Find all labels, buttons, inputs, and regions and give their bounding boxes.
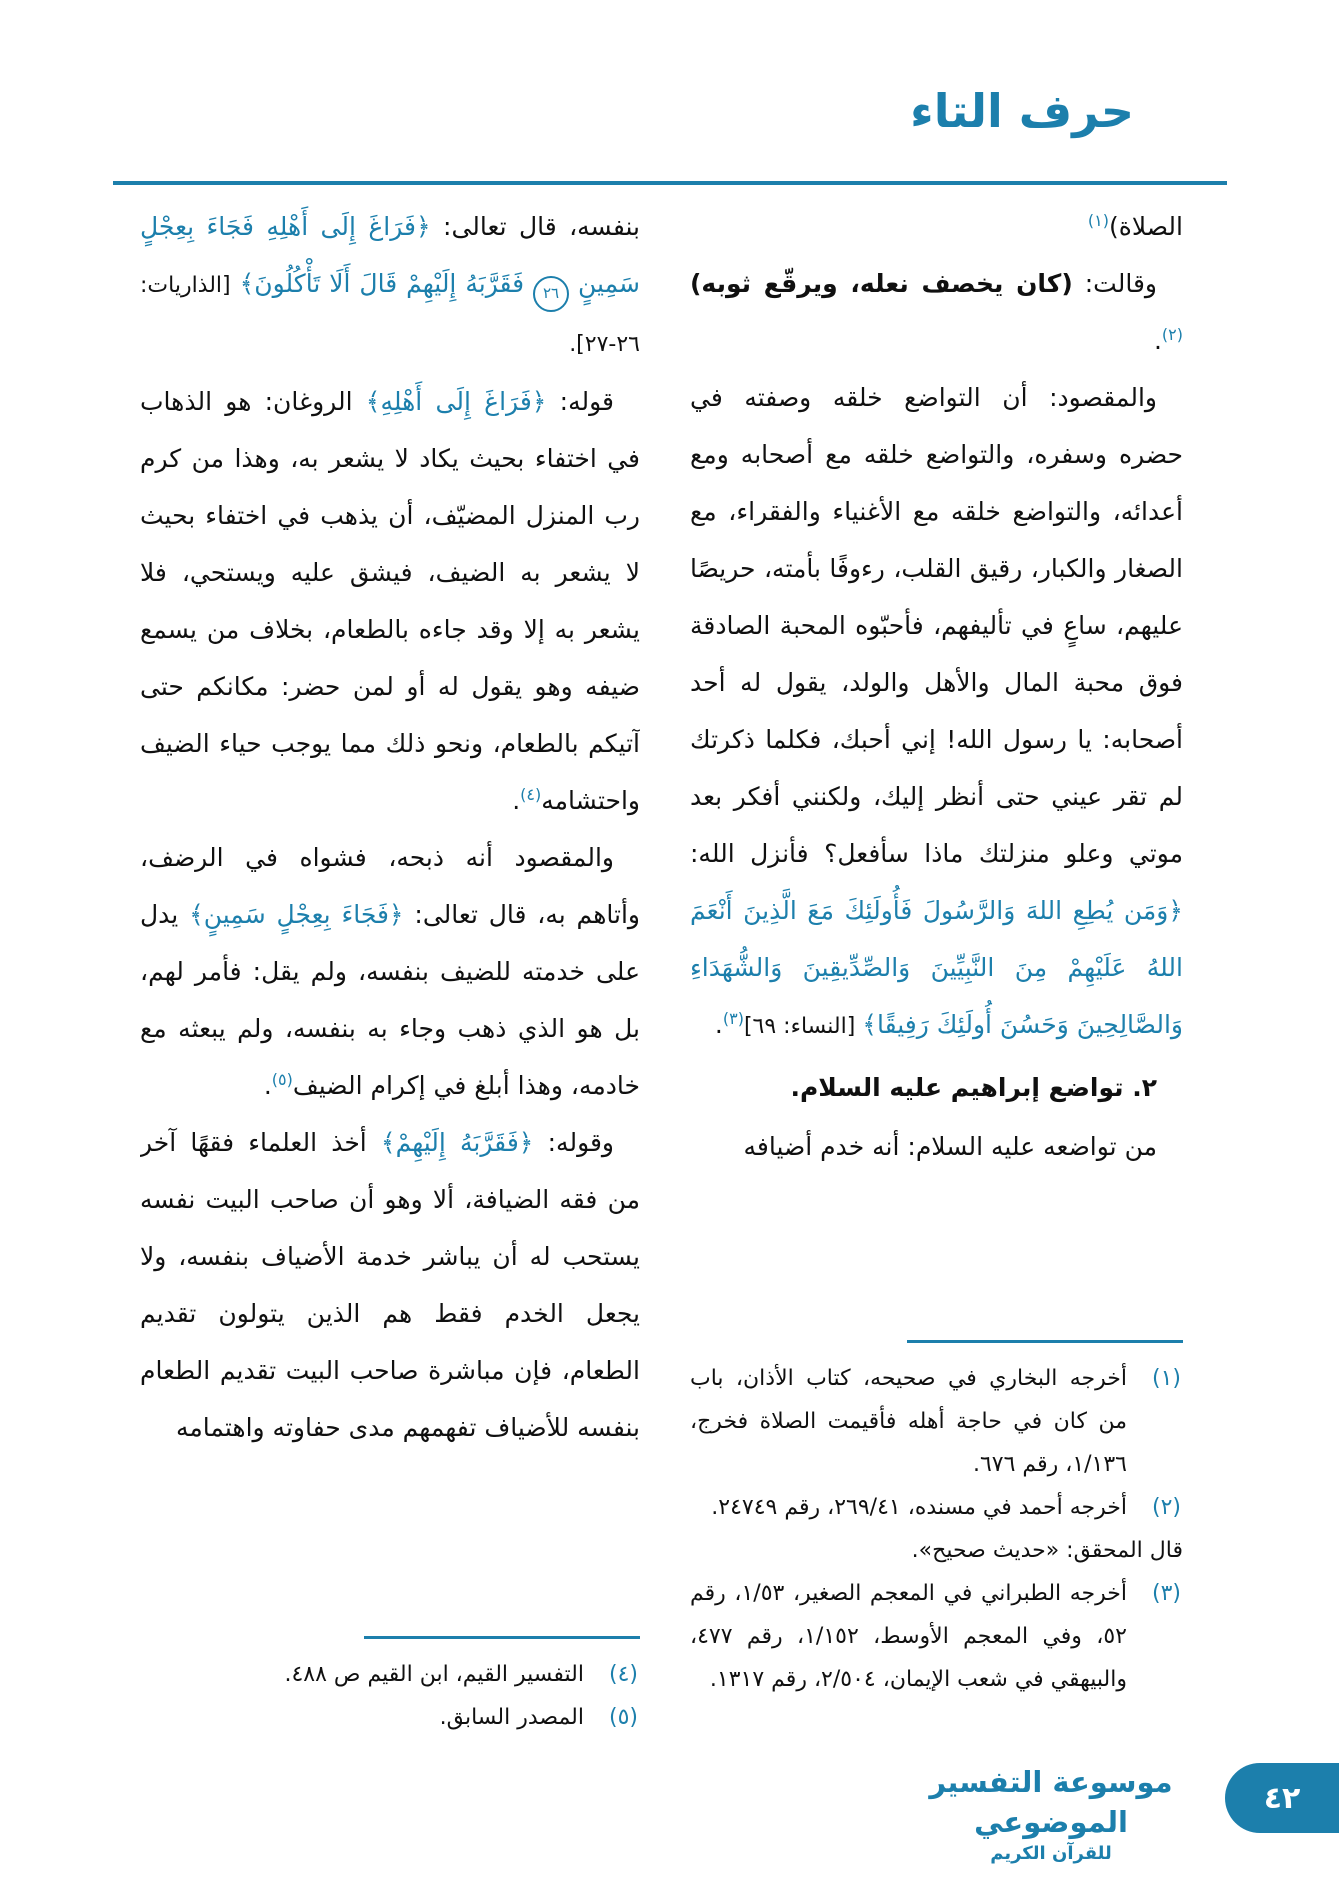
footnote-marker-1: (١) <box>1151 1366 1181 1391</box>
page-number-badge <box>1225 1763 1339 1833</box>
footnote-ref-5: (٥) <box>271 1070 293 1089</box>
surah-citation-dhariyat: [الذاريات: ٢٦-٢٧]. <box>140 273 640 357</box>
section-heading-tawadu-ibrahim: ٢. تواضع إبراهيم عليه السلام. <box>790 1073 1157 1102</box>
footnote-marker-5: (٥) <box>608 1705 638 1730</box>
quran-quote-faqarrabahu: ﴿فَقَرَّبَهُ إِلَيْهِمْ﴾ <box>380 1128 534 1157</box>
paragraph-rawghan <box>140 373 640 829</box>
period: . <box>512 786 521 815</box>
ayah-number-medallion: ٢٦ <box>533 276 569 312</box>
paragraph-text: الروغان: هو الذهاب في اختفاء بحيث يكاد لا يشعر به، وهذا من كرم رب المنزل المضيّف، أن يذهب في اختفاء بحيث لا يشعر به الضيف، فيشق عليه ويستحي، فلا يشعر به إلا وقد جاءه بالطعام، بخلاف من يسمع ضيفه وهو يقول له أو لمن حضر: مكانكم حتى آتيكم بالطعام، ونحو ذلك مما يوجب حياء الضيف واحتشامه <box>140 387 640 815</box>
footnote-ref-1: (١) <box>1087 211 1109 230</box>
footnote-text-2: أخرجه أحمد في مسنده، ٢٦٩/٤١، رقم ٢٤٧٤٩. <box>711 1495 1127 1520</box>
footnote-marker-2: (٢) <box>1151 1495 1181 1520</box>
footnote-ref-4: (٤) <box>520 785 542 804</box>
footnote-4 <box>140 1653 640 1696</box>
paragraph-continuation-verse <box>140 198 640 373</box>
quran-quote-faragha: ﴿فَرَاغَ إِلَى أَهْلِهِ﴾ <box>365 387 547 416</box>
paragraph-text: وقوله: <box>533 1128 615 1157</box>
paragraph-text: الصلاة) <box>1108 212 1183 241</box>
quran-verse-dhariyat-a: ﴿فَرَاغَ إِلَى أَهْلِهِ فَجَاءَ بِعِجْلٍ سَمِينٍ <box>140 212 640 298</box>
footnote-separator <box>364 1636 640 1639</box>
publisher-logo-line2: للقرآن الكريم <box>990 1843 1112 1864</box>
period: . <box>714 1010 723 1039</box>
quran-quote-bi-ijl: ﴿فَجَاءَ بِعِجْلٍ سَمِينٍ﴾ <box>189 900 404 929</box>
paragraph-text: أخذ العلماء فقهًا آخر من فقه الضيافة، ألا وهو أن صاحب البيت نفسه يستحب له أن يباشر خدمة الأضياف بنفسه، ولا يجعل الخدم فقط هم الذين يتولون تقديم الطعام، فإن مباشرة صاحب البيت تقديم الطعام بنفسه للأضياف تفهمهم مدى حفاوته واهتمامه <box>140 1128 640 1442</box>
paragraph-text: بنفسه، قال تعالى: <box>430 212 640 241</box>
publisher-logo-calligraphy <box>923 1762 1179 1866</box>
paragraph-maqsud <box>140 829 640 1114</box>
footnote-text-4: التفسير القيم، ابن القيم ص ٤٨٨. <box>284 1662 584 1687</box>
publisher-logo-line1: موسوعة التفسير الموضوعي <box>929 1765 1173 1839</box>
footnote-separator <box>907 1340 1183 1343</box>
footnote-ref-3: (٣) <box>722 1009 744 1028</box>
paragraph-qawluhu <box>140 1114 640 1456</box>
footnote-text-5: المصدر السابق. <box>439 1705 584 1730</box>
header-divider-rule <box>113 181 1227 185</box>
paragraph-intro-ibrahim: من تواضعه عليه السلام: أنه خدم أضيافه <box>743 1132 1157 1161</box>
paragraph-text: وقالت: <box>1072 269 1157 298</box>
paragraph-text: قوله: <box>546 387 614 416</box>
surah-citation: [النساء: ٦٩] <box>743 1014 863 1039</box>
footnote-marker-3: (٣) <box>1151 1581 1181 1606</box>
footnote-5 <box>140 1696 640 1739</box>
period: . <box>1153 326 1162 355</box>
footnote-ref-2: (٢) <box>1161 325 1183 344</box>
footnote-text-1: أخرجه البخاري في صحيحه، كتاب الأذان، باب من كان في حاجة أهله فأقيمت الصلاة فخرج، ١/١٣٦، رقم ٦٧٦. <box>690 1366 1127 1477</box>
quran-verse-dhariyat-b: فَقَرَّبَهُ إِلَيْهِمْ قَالَ أَلَا تَأْكُلُونَ﴾ <box>239 269 534 298</box>
column-right <box>690 198 1183 1338</box>
paragraph-text: والمقصود أنه ذبحه، فشواه في الرضف، وأتاهم به، قال تعالى: <box>140 843 640 929</box>
footnote-2-verifier-note: قال المحقق: «حديث صحيح». <box>911 1538 1183 1563</box>
paragraph-continuation <box>690 198 1183 255</box>
paragraph-text: والمقصود: أن التواضع خلقه وصفته في حضره وسفره، والتواضع خلقه مع أصحابه ومع أعدائه، والتواضع خلقه مع الأغنياء والفقراء، مع الصغار والكبار، رقيق القلب، رءوفًا بأمته، حريصًا عليهم، ساعٍ في تأليفهم، فأحبّوه المحبة الصادقة فوق محبة المال والأهل والولد، يقول له أحد أصحابه: يا رسول الله! إني أحبك، فكلما ذكرتك لم تقر عيني حتى أنظر إليك، ولكنني أفكر بعد موتي وعلو منزلتك ماذا سأفعل؟ فأنزل الله: <box>690 383 1183 868</box>
page-number: ٤٢ <box>1263 1780 1301 1816</box>
footnote-marker-4: (٤) <box>608 1662 638 1687</box>
footnotes-right <box>690 1340 1183 1780</box>
paragraph-commentary <box>690 369 1183 1055</box>
footnote-1 <box>690 1357 1183 1486</box>
hadith-text: (كان يخصف نعله، ويرقّع ثوبه) <box>690 269 1073 298</box>
footnote-2 <box>690 1486 1183 1529</box>
footnotes-left <box>140 1636 640 1776</box>
column-left <box>140 198 640 1644</box>
chapter-header-calligraphy: حرف التاء <box>910 84 1134 138</box>
period: . <box>263 1071 272 1100</box>
paragraph-text: يدل على خدمته للضيف بنفسه، ولم يقل: فأمر لهم، بل هو الذي ذهب وجاء به بنفسه، ولم يبعثه مع خادمه، وهذا أبلغ في إكرام الضيف <box>140 900 640 1100</box>
quran-verse-nisa: ﴿وَمَن يُطِعِ اللهَ وَالرَّسُولَ فَأُولَئِكَ مَعَ الَّذِينَ أَنْعَمَ اللهُ عَلَيْهِمْ مِنَ النَّبِيِّينَ وَالصِّدِّيقِينَ وَالشُّهَدَاءِ وَالصَّالِحِينَ وَحَسُنَ أُولَئِكَ رَفِيقًا﴾ <box>690 896 1183 1039</box>
paragraph-hadith <box>690 255 1183 369</box>
footnote-text-3: أخرجه الطبراني في المعجم الصغير، ١/٥٣، رقم ٥٢، وفي المعجم الأوسط، ١/١٥٢، رقم ٤٧٧، والبيهقي في شعب الإيمان، ٢/٥٠٤، رقم ١٣١٧. <box>690 1581 1127 1692</box>
footnote-3 <box>690 1572 1183 1701</box>
